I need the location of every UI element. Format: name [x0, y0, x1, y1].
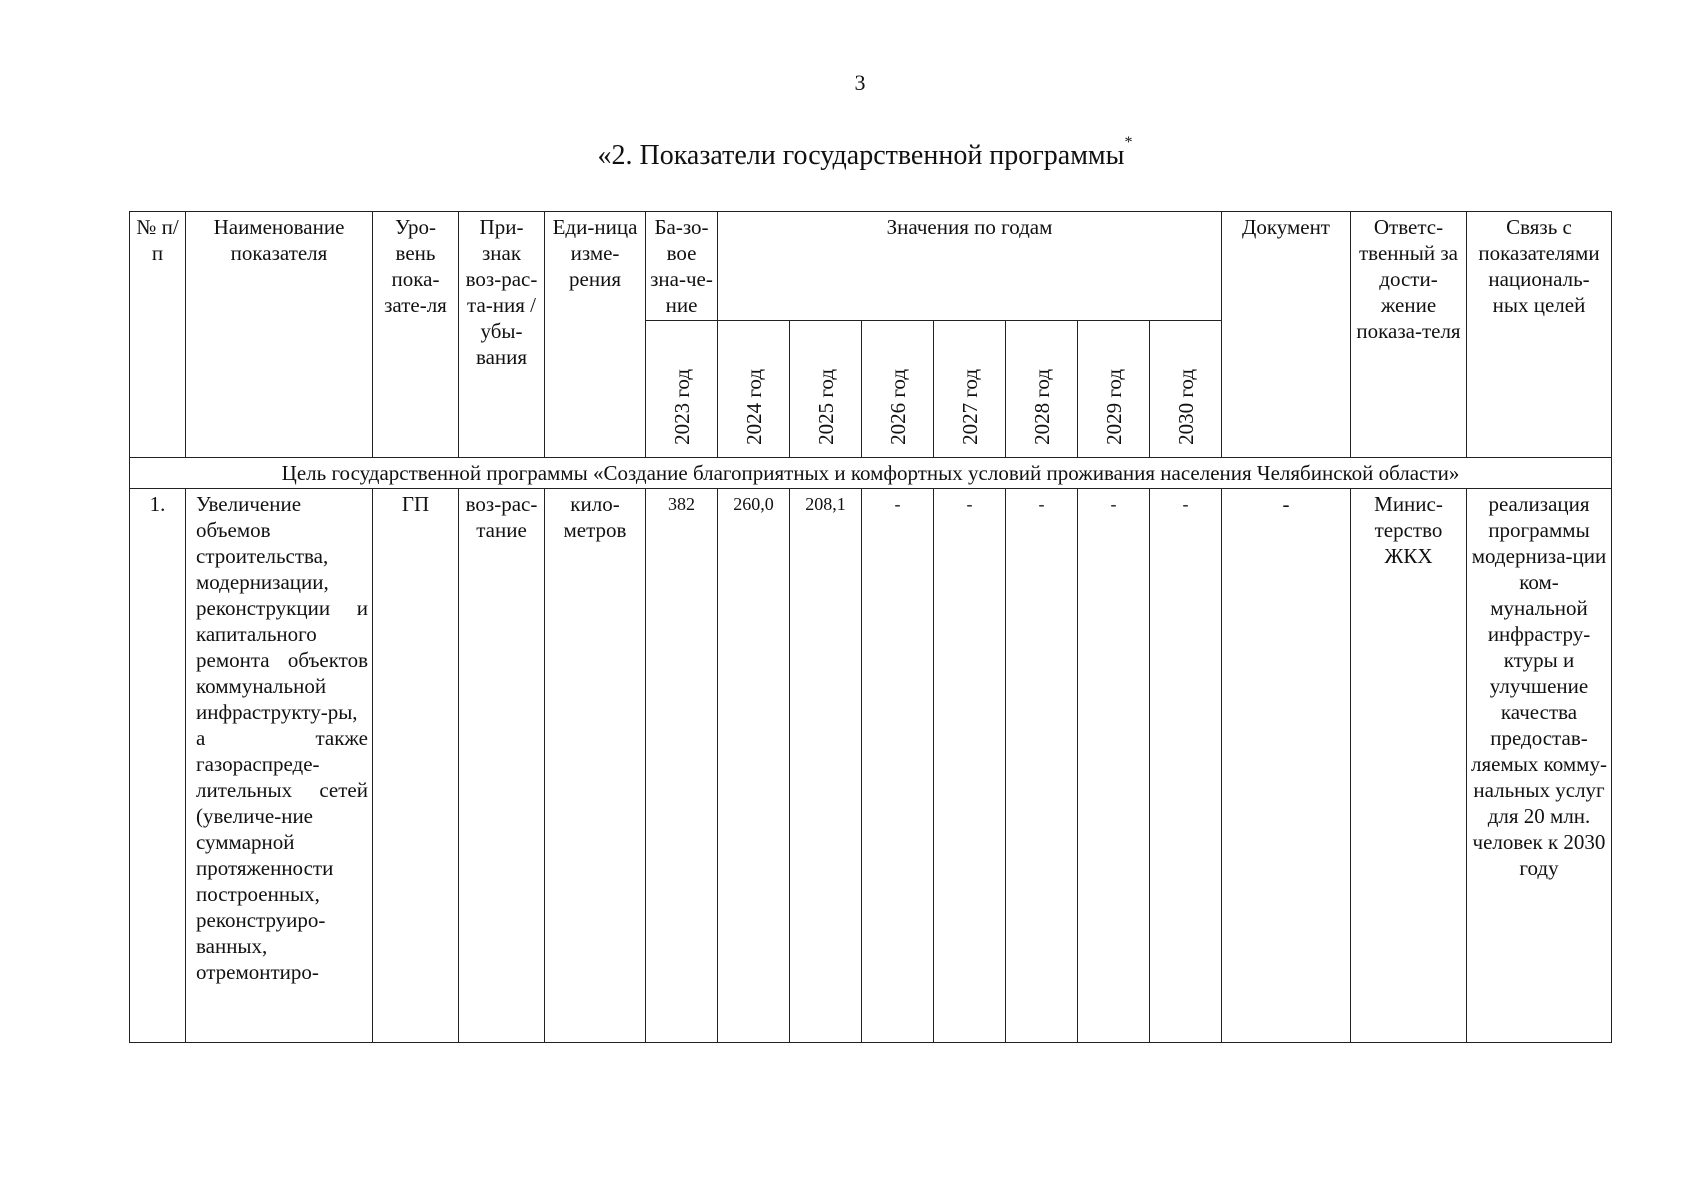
row-value: - — [1150, 489, 1222, 1043]
year-label: 2026 год — [885, 369, 910, 445]
header-year — [862, 321, 934, 458]
page-number: 3 — [854, 70, 866, 95]
goal-text: Цель государственной программы «Создание благоприятных и комфортных условий проживания населения Челябинской области» — [130, 458, 1612, 489]
header-values-by-year: Значения по годам — [718, 212, 1222, 321]
header-base: Ба-зо-вое зна-че-ние — [646, 212, 718, 321]
year-label: 2024 год — [741, 369, 766, 445]
header-link: Связь с показателями националь-ных целей — [1467, 212, 1612, 458]
header-year — [790, 321, 862, 458]
row-trend: воз-рас-тание — [459, 489, 545, 1043]
indicators-table — [129, 211, 1612, 1043]
row-value: - — [1006, 489, 1078, 1043]
year-label: 2023 год — [669, 369, 694, 445]
row-name: Увеличение объемов строительства, модернизации, реконструкции и капитального ремонта объектов коммунальной инфраструкту-ры, а также газораспреде-лительных сетей (увеличе-ние суммарной протяженности построенных, реконструиро-ванных, отремонтиро- — [186, 489, 373, 1043]
header-num: № п/п — [130, 212, 186, 458]
header-base-year — [646, 321, 718, 458]
header-year — [1150, 321, 1222, 458]
row-unit: кило-метров — [545, 489, 646, 1043]
year-label: 2029 год — [1101, 369, 1126, 445]
title-footnote-mark: * — [1124, 134, 1133, 151]
row-value: 208,1 — [790, 489, 862, 1043]
row-num: 1. — [130, 489, 186, 1043]
header-year — [1006, 321, 1078, 458]
row-value: 260,0 — [718, 489, 790, 1043]
header-responsible: Ответс-твенный за дости-жение показа-теля — [1351, 212, 1467, 458]
table-row — [130, 489, 1612, 1043]
header-document: Документ — [1222, 212, 1351, 458]
year-label: 2027 год — [957, 369, 982, 445]
goal-row — [130, 458, 1612, 489]
row-value: - — [1078, 489, 1150, 1043]
row-link: реализация программы модерниза-ции ком-мунальной инфрастру-ктуры и улучшение качества предостав-ляемых комму-нальных услуг для 20 млн. человек к 2030 году — [1467, 489, 1612, 1043]
row-value: - — [934, 489, 1006, 1043]
year-label: 2025 год — [813, 369, 838, 445]
header-row-1 — [130, 212, 1612, 321]
header-name: Наименование показателя — [186, 212, 373, 458]
year-label: 2030 год — [1173, 369, 1198, 445]
section-title — [0, 134, 1698, 172]
year-label: 2028 год — [1029, 369, 1054, 445]
header-level: Уро-вень пока-зате-ля — [373, 212, 459, 458]
row-base: 382 — [646, 489, 718, 1043]
header-year — [1078, 321, 1150, 458]
header-trend: При-знак воз-рас-та-ния / убы-вания — [459, 212, 545, 458]
row-level: ГП — [373, 489, 459, 1043]
header-unit: Еди-ница изме-рения — [545, 212, 646, 458]
row-responsible: Минис-терство ЖКХ — [1351, 489, 1467, 1043]
header-year — [718, 321, 790, 458]
row-document: - — [1222, 489, 1351, 1043]
section-title-text: «2. Показатели государственной программы — [597, 140, 1125, 171]
header-year — [934, 321, 1006, 458]
row-value: - — [862, 489, 934, 1043]
